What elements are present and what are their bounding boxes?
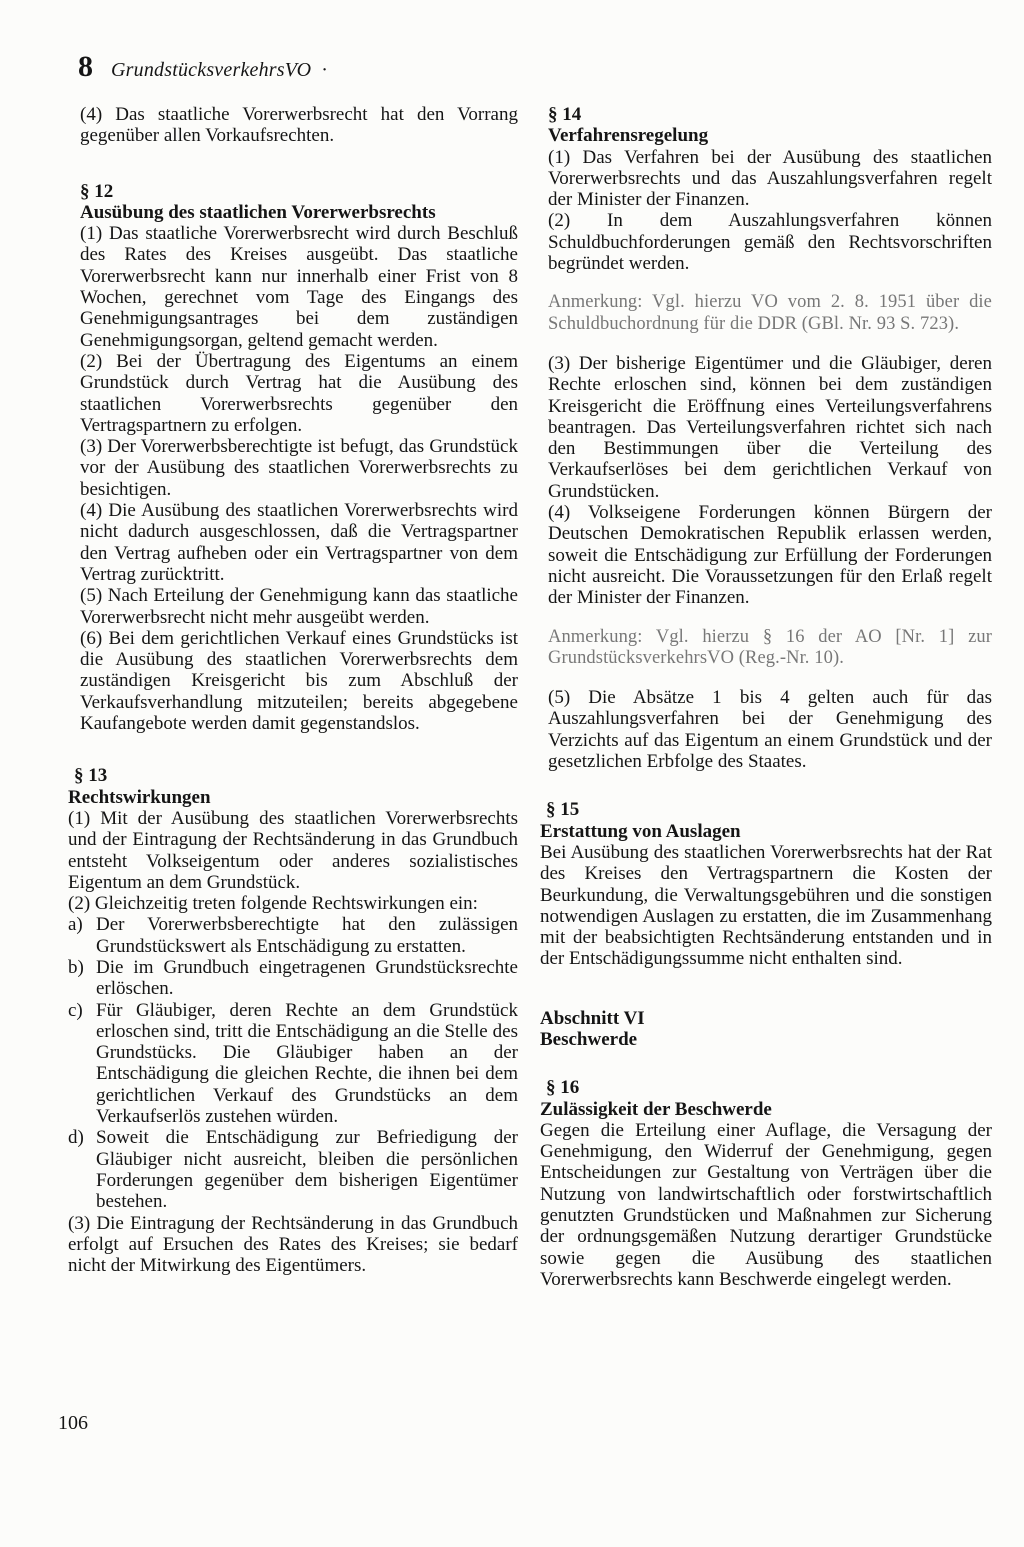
paragraph: (5) Nach Erteilung der Genehmigung kann das staatliche Vorerwerbsrecht nicht mehr ausgeübt werden. bbox=[80, 585, 518, 628]
list-label: c) bbox=[68, 999, 83, 1021]
section-title: Zulässigkeit der Beschwerde bbox=[540, 1098, 772, 1120]
section-title: Erstattung von Auslagen bbox=[540, 820, 741, 842]
intro-paragraph: (4) Das staatliche Vorerwerbsrecht hat den Vorrang gegenüber allen Vorkaufsrechten. bbox=[80, 104, 518, 147]
section-title: Rechtswirkungen bbox=[68, 786, 211, 808]
section-body bbox=[548, 353, 992, 609]
paragraph: (1) Mit der Ausübung des staatlichen Vorerwerbsrechts und der Eintragung der Rechtsänderung in das Grundbuch entsteht Volkseigentum oder anderes sozialistisches Eigentum an dem Grundstück. bbox=[68, 807, 518, 893]
paragraph: (5) Die Absätze 1 bis 4 gelten auch für das Auszahlungsverfahren bei der Genehmigung des Verzichts auf das Eigentum an einem Grundstück und der gesetzlichen Erbfolge des Staates. bbox=[548, 687, 992, 773]
section-14 bbox=[540, 104, 992, 772]
list-item bbox=[68, 1127, 518, 1212]
paragraph: Gegen die Erteilung einer Auflage, die Versagung der Genehmigung, den Widerruf der Genehmigung, gegen Entscheidungen zur Gestaltung von Verträgen über die Nutzung von landwirtschaftlich oder forstwirtschaftlich genutzten Grundstücken und Maßnahmen zur Sicherung der ordnungsgemäßen Nutzung derartiger Grundstücke sowie gegen die Ausübung des staatlichen Vorerwerbsrechts kann Beschwerde eingelegt werden. bbox=[540, 1119, 992, 1290]
section-12 bbox=[68, 181, 518, 735]
paragraph: Bei Ausübung des staatlichen Vorerwerbsrechts hat der Rat des Kreises den Vertragspartnern die Kosten der Beurkundung, die Verwaltungsgebühren und die sonstigen notwendigen Auslagen zu erstatten, die im Zusammenhang mit der beabsichtigten Rechtsänderung entstanden und in der Entschädigungssumme nicht enthalten sind. bbox=[540, 841, 992, 970]
list-label: d) bbox=[68, 1127, 84, 1149]
paragraph: (6) Bei dem gerichtlichen Verkauf eines Grundstücks ist die Ausübung des staatlichen Vorerwerbsrechts dem zuständigen Kreisgericht bis zum Abschluß der Verkaufsverhandlung mitzuteilen; bereits abgegebene Kaufangebote werden damit gegenstandslos. bbox=[80, 627, 518, 735]
chapter-number: 8 bbox=[78, 50, 93, 83]
paragraph: (3) Die Eintragung der Rechtsänderung in das Grundbuch erfolgt auf Ersuchen des Rates des Kreises; sie bedarf nicht der Mitwirkung des Eigentümers. bbox=[68, 1212, 518, 1277]
part-number: Abschnitt VI bbox=[540, 1007, 645, 1029]
list-item bbox=[68, 1000, 518, 1128]
paragraph: (2) Bei der Übertragung des Eigentums an einem Grundstück durch Vertrag hat die Ausübung des staatlichen Vorerwerbsrechts gegenüber den Vertragspartnern zu erfolgen. bbox=[80, 350, 518, 436]
paragraph: (1) Das Verfahren bei der Ausübung des staatlichen Vorerwerbsrechts und das Auszahlungsverfahren regelt der Minister der Finanzen. bbox=[548, 146, 992, 211]
list-label: a) bbox=[68, 914, 83, 936]
running-title: GrundstücksverkehrsVO bbox=[111, 59, 312, 81]
paragraph: (2) In dem Auszahlungsverfahren können Schuldbuchforderungen gemäß den Rechtsvorschriften begründet werden. bbox=[548, 210, 992, 275]
section-16 bbox=[540, 1077, 992, 1290]
paragraph: (4) Die Ausübung des staatlichen Vorerwerbsrechts wird nicht dadurch ausgeschlossen, daß die Vertragspartner den Vertrag aufheben oder ein Vertragspartner von dem Vertrag zurücktritt. bbox=[80, 500, 518, 585]
list-item bbox=[68, 914, 518, 957]
page-header bbox=[78, 50, 328, 90]
section-15 bbox=[540, 799, 992, 969]
left-column bbox=[68, 104, 518, 1276]
right-column bbox=[540, 104, 992, 1290]
section-number: § 12 bbox=[80, 180, 114, 202]
paragraph: (1) Das staatliche Vorerwerbsrecht wird durch Beschluß des Rates des Kreises ausgeübt. Das staatliche Vorerwerbsrecht kann nur innerhalb einer Frist von 8 Wochen, gerechnet vom Tage des Eingangs des Genehmigungsantrages bei dem zuständigen Genehmigungsorgan, geltend gemacht werden. bbox=[80, 223, 518, 351]
list-item bbox=[68, 957, 518, 1000]
section-number: § 14 bbox=[548, 104, 582, 125]
section-body bbox=[548, 687, 992, 772]
list-text: Die im Grundbuch eingetragenen Grundstücksrechte erlöschen. bbox=[96, 956, 518, 1000]
paragraph: (4) Volkseigene Forderungen können Bürgern der Deutschen Demokratischen Republik erlassen werden, soweit die Entschädigung zur Erfüllung der Forderungen nicht ausreicht. Die Voraussetzungen für den Erlaß regelt der Minister der Finanzen. bbox=[548, 502, 992, 609]
section-title: Ausübung des staatlichen Vorerwerbsrechts bbox=[80, 201, 436, 223]
paragraph: (3) Der Vorerwerbsberechtigte ist befugt, das Grundstück vor der Ausübung des staatlichen Vorerwerbsrechts zu besichtigen. bbox=[80, 436, 518, 500]
section-13 bbox=[68, 765, 518, 1276]
paragraph: (2) Gleichzeitig treten folgende Rechtswirkungen ein: bbox=[68, 893, 478, 915]
section-number: § 15 bbox=[546, 799, 580, 821]
list-text: Für Gläubiger, deren Rechte an dem Grundstück erloschen sind, tritt die Entschädigung an die Stelle des Grundstücks. Die Gläubiger haben an der Entschädigung die gleichen Rechte, die ihnen bei dem gerichtlichen Verkauf des Grundstücks an dem Verkaufserlös zustehen würden. bbox=[96, 999, 518, 1128]
list-label: b) bbox=[68, 956, 84, 978]
section-number: § 13 bbox=[74, 765, 108, 787]
section-body bbox=[80, 223, 518, 734]
section-body bbox=[68, 808, 518, 1277]
list-text: Der Vorerwerbsberechtigte hat den zulässigen Grundstückswert als Entschädigung zu erstatten. bbox=[96, 914, 518, 957]
part-title: Beschwerde bbox=[540, 1028, 638, 1050]
part-heading bbox=[540, 1008, 992, 1051]
annotation-note: Anmerkung: Vgl. hierzu VO vom 2. 8. 1951 über die Schuldbuchordnung für die DDR (GBl. Nr. 93 S. 723). bbox=[548, 292, 992, 334]
header-mark: · bbox=[321, 59, 328, 81]
section-body bbox=[548, 147, 992, 275]
page-number: 106 bbox=[58, 1412, 88, 1434]
list-text: Soweit die Entschädigung zur Befriedigung der Gläubiger nicht ausreicht, bleiben die persönlichen Forderungen gegenüber dem bisherigen Eigentümer bestehen. bbox=[96, 1127, 518, 1213]
paragraph: (3) Der bisherige Eigentümer und die Gläubiger, deren Rechte erloschen sind, können bei dem zuständigen Kreisgericht die Eröffnung eines Verteilungsverfahrens beantragen. Das Verteilungsverfahren richtet sich nach den Bestimmungen über die Verteilung des Verkaufserlöses bei dem gerichtlichen Verkauf von Grundstücken. bbox=[548, 352, 992, 502]
section-title: Verfahrensregelung bbox=[548, 125, 709, 147]
section-number: § 16 bbox=[546, 1077, 580, 1099]
annotation-note: Anmerkung: Vgl. hierzu § 16 der AO [Nr. 1] zur GrundstücksverkehrsVO (Reg.-Nr. 10). bbox=[548, 626, 992, 668]
